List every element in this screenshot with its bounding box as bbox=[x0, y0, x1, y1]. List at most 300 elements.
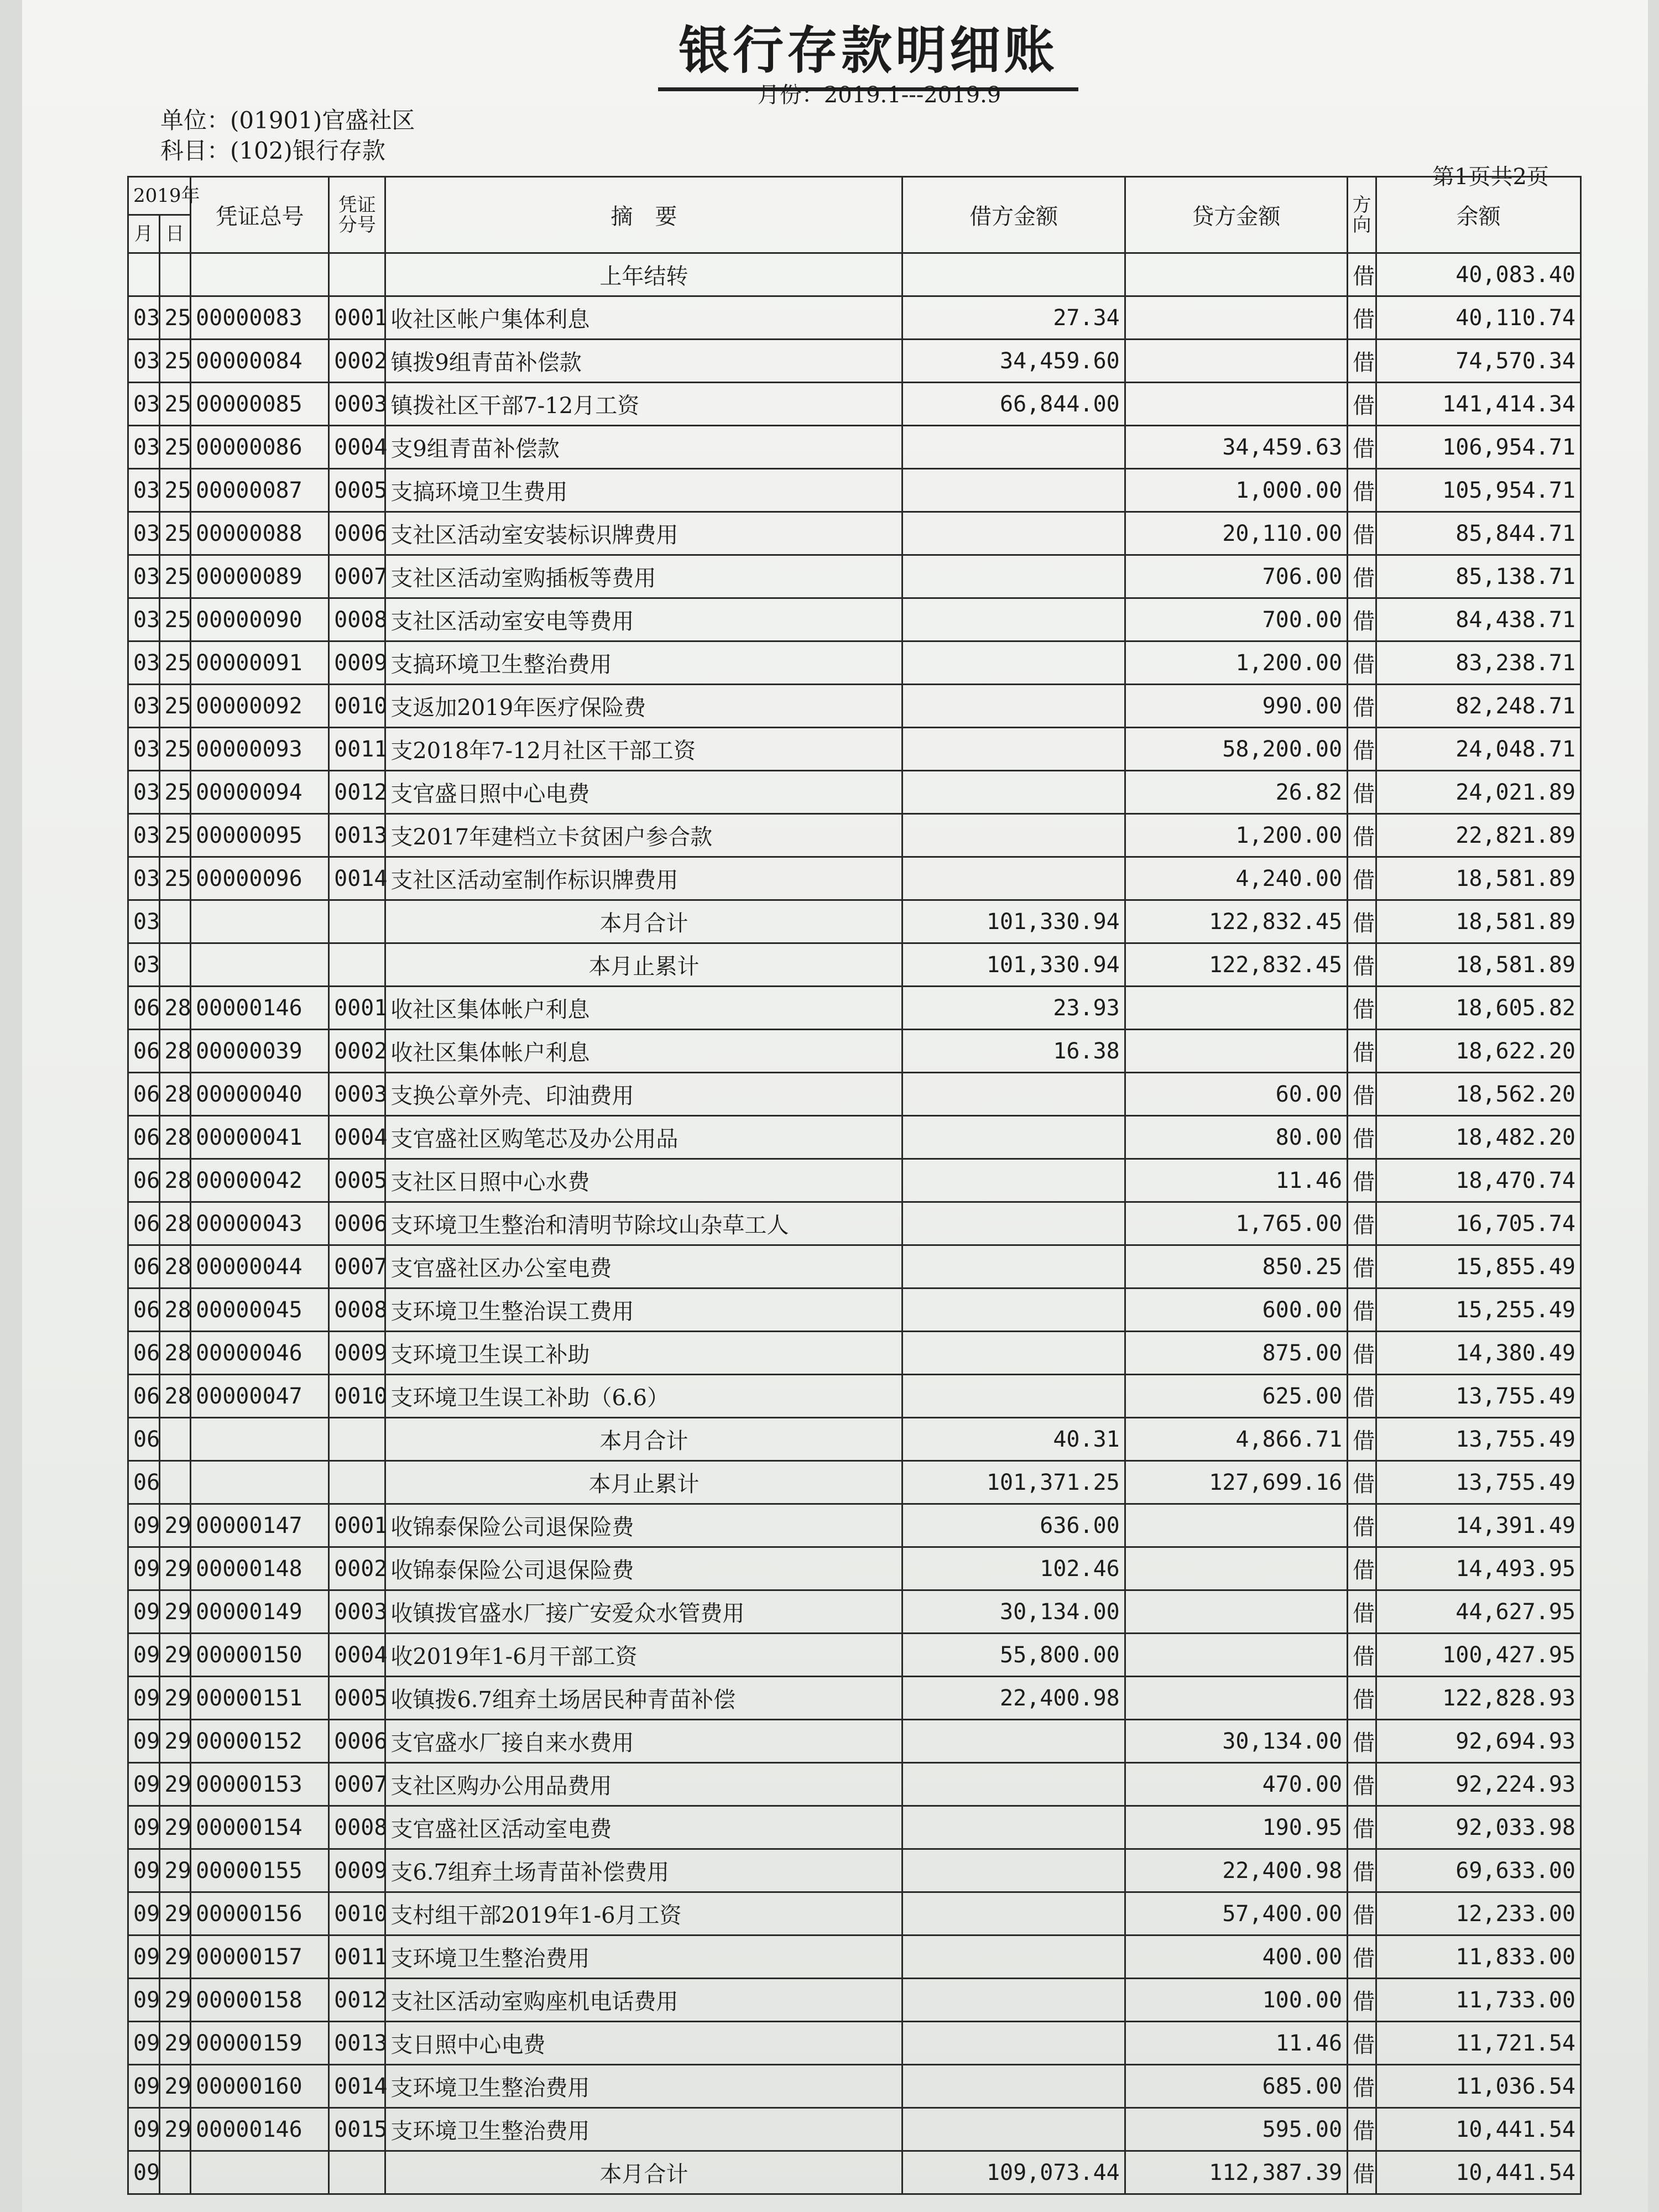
cell-debit bbox=[902, 814, 1125, 857]
cell-month: 09 bbox=[128, 1504, 160, 1547]
cell-month: 09 bbox=[128, 1936, 160, 1979]
cell-day: 28 bbox=[159, 1116, 191, 1159]
cell-balance: 40,110.74 bbox=[1376, 296, 1581, 340]
header-direction: 方向 bbox=[1348, 177, 1376, 253]
cell-day: 28 bbox=[159, 1159, 191, 1202]
cell-summary: 本月止累计 bbox=[385, 1461, 902, 1504]
cell-voucher-total: 00000086 bbox=[191, 426, 329, 469]
cell-voucher-sub bbox=[329, 943, 385, 987]
cell-voucher-total bbox=[191, 943, 329, 987]
cell-direction: 借 bbox=[1348, 641, 1376, 685]
cell-balance: 11,721.54 bbox=[1376, 2022, 1581, 2065]
cell-voucher-sub bbox=[329, 1418, 385, 1461]
cell-day: 28 bbox=[159, 1288, 191, 1332]
subject-label: 科目：(102)银行存款 bbox=[160, 137, 385, 164]
cell-debit bbox=[902, 2065, 1125, 2108]
cell-day: 29 bbox=[159, 1504, 191, 1547]
cell-debit bbox=[902, 1849, 1125, 1892]
cell-day: 25 bbox=[159, 469, 191, 512]
cell-voucher-sub: 0010 bbox=[329, 1892, 385, 1936]
cell-summary: 支环境卫生整治费用 bbox=[385, 2065, 902, 2108]
cell-balance: 69,633.00 bbox=[1376, 1849, 1581, 1892]
cell-day: 25 bbox=[159, 296, 191, 340]
table-row bbox=[128, 1763, 1581, 1806]
cell-voucher-sub: 0009 bbox=[329, 641, 385, 685]
header-voucher-sub: 凭证分号 bbox=[329, 177, 385, 253]
cell-voucher-sub: 0004 bbox=[329, 1634, 385, 1677]
cell-summary: 支搞环境卫生费用 bbox=[385, 469, 902, 512]
cell-voucher-total: 00000090 bbox=[191, 598, 329, 641]
cell-balance: 44,627.95 bbox=[1376, 1590, 1581, 1634]
cell-voucher-total: 00000092 bbox=[191, 685, 329, 728]
cell-direction: 借 bbox=[1348, 1332, 1376, 1375]
cell-voucher-total: 00000040 bbox=[191, 1073, 329, 1116]
cell-direction: 借 bbox=[1348, 1806, 1376, 1849]
cell-direction: 借 bbox=[1348, 383, 1376, 426]
cell-month: 09 bbox=[128, 2108, 160, 2151]
header-year: 2019年 bbox=[128, 177, 191, 215]
cell-direction: 借 bbox=[1348, 814, 1376, 857]
cell-voucher-total: 00000039 bbox=[191, 1030, 329, 1073]
cell-voucher-total bbox=[191, 253, 329, 296]
table-row bbox=[128, 2108, 1581, 2151]
cell-voucher-total: 00000160 bbox=[191, 2065, 329, 2108]
cell-debit bbox=[902, 857, 1125, 900]
cell-day: 29 bbox=[159, 1892, 191, 1936]
cell-debit: 40.31 bbox=[902, 1418, 1125, 1461]
cell-balance: 18,581.89 bbox=[1376, 943, 1581, 987]
cell-summary: 支社区活动室安装标识牌费用 bbox=[385, 512, 902, 555]
ledger-body bbox=[128, 253, 1581, 2194]
cell-balance: 24,048.71 bbox=[1376, 728, 1581, 771]
cell-voucher-total: 00000151 bbox=[191, 1677, 329, 1720]
cell-debit bbox=[902, 1288, 1125, 1332]
cell-day: 25 bbox=[159, 555, 191, 598]
table-row bbox=[128, 2151, 1581, 2194]
cell-summary: 支环境卫生整治费用 bbox=[385, 2108, 902, 2151]
cell-credit bbox=[1125, 383, 1347, 426]
cell-voucher-sub: 0013 bbox=[329, 2022, 385, 2065]
table-row bbox=[128, 340, 1581, 383]
cell-month: 03 bbox=[128, 555, 160, 598]
cell-month: 09 bbox=[128, 1892, 160, 1936]
cell-summary: 上年结转 bbox=[385, 253, 902, 296]
cell-credit: 80.00 bbox=[1125, 1116, 1347, 1159]
cell-debit: 102.46 bbox=[902, 1547, 1125, 1590]
cell-voucher-sub bbox=[329, 900, 385, 943]
cell-direction: 借 bbox=[1348, 1892, 1376, 1936]
cell-summary: 收2019年1-6月干部工资 bbox=[385, 1634, 902, 1677]
cell-month: 03 bbox=[128, 900, 160, 943]
cell-direction: 借 bbox=[1348, 296, 1376, 340]
table-row bbox=[128, 1245, 1581, 1288]
cell-voucher-total: 00000084 bbox=[191, 340, 329, 383]
cell-voucher-total: 00000089 bbox=[191, 555, 329, 598]
cell-day: 28 bbox=[159, 1375, 191, 1418]
cell-month: 09 bbox=[128, 1763, 160, 1806]
cell-day: 29 bbox=[159, 2108, 191, 2151]
cell-voucher-total: 00000042 bbox=[191, 1159, 329, 1202]
cell-credit: 1,000.00 bbox=[1125, 469, 1347, 512]
cell-balance: 22,821.89 bbox=[1376, 814, 1581, 857]
cell-credit: 58,200.00 bbox=[1125, 728, 1347, 771]
cell-credit: 700.00 bbox=[1125, 598, 1347, 641]
cell-voucher-sub: 0008 bbox=[329, 598, 385, 641]
cell-debit bbox=[902, 512, 1125, 555]
cell-credit: 22,400.98 bbox=[1125, 1849, 1347, 1892]
table-row bbox=[128, 1547, 1581, 1590]
cell-direction: 借 bbox=[1348, 987, 1376, 1030]
header-debit: 借方金额 bbox=[902, 177, 1125, 253]
cell-direction: 借 bbox=[1348, 340, 1376, 383]
cell-summary: 镇拨9组青苗补偿款 bbox=[385, 340, 902, 383]
cell-balance: 18,605.82 bbox=[1376, 987, 1581, 1030]
table-row bbox=[128, 1073, 1581, 1116]
header-balance: 余额 bbox=[1376, 177, 1581, 253]
table-row bbox=[128, 1590, 1581, 1634]
cell-voucher-total: 00000146 bbox=[191, 2108, 329, 2151]
cell-debit bbox=[902, 1892, 1125, 1936]
cell-credit: 4,240.00 bbox=[1125, 857, 1347, 900]
cell-credit: 1,200.00 bbox=[1125, 641, 1347, 685]
ledger-sheet bbox=[22, 0, 1648, 2212]
cell-month: 06 bbox=[128, 1245, 160, 1288]
cell-balance: 11,733.00 bbox=[1376, 1979, 1581, 2022]
cell-credit: 11.46 bbox=[1125, 1159, 1347, 1202]
cell-month: 09 bbox=[128, 2022, 160, 2065]
cell-balance: 92,224.93 bbox=[1376, 1763, 1581, 1806]
cell-day: 25 bbox=[159, 383, 191, 426]
cell-direction: 借 bbox=[1348, 555, 1376, 598]
cell-balance: 14,391.49 bbox=[1376, 1504, 1581, 1547]
cell-voucher-sub: 0005 bbox=[329, 469, 385, 512]
table-row bbox=[128, 1892, 1581, 1936]
cell-month: 06 bbox=[128, 1418, 160, 1461]
ledger-header bbox=[128, 177, 1581, 253]
cell-month: 06 bbox=[128, 1116, 160, 1159]
cell-summary: 支环境卫生误工补助（6.6） bbox=[385, 1375, 902, 1418]
cell-month: 03 bbox=[128, 426, 160, 469]
cell-summary: 收社区集体帐户利息 bbox=[385, 1030, 902, 1073]
cell-credit bbox=[1125, 340, 1347, 383]
cell-day: 25 bbox=[159, 426, 191, 469]
cell-voucher-total: 00000045 bbox=[191, 1288, 329, 1332]
cell-day bbox=[159, 1461, 191, 1504]
cell-credit bbox=[1125, 1504, 1347, 1547]
cell-month: 09 bbox=[128, 1849, 160, 1892]
cell-debit bbox=[902, 555, 1125, 598]
cell-direction: 借 bbox=[1348, 1936, 1376, 1979]
cell-direction: 借 bbox=[1348, 1720, 1376, 1763]
table-row bbox=[128, 512, 1581, 555]
cell-month: 03 bbox=[128, 512, 160, 555]
cell-debit bbox=[902, 598, 1125, 641]
cell-direction: 借 bbox=[1348, 728, 1376, 771]
cell-balance: 13,755.49 bbox=[1376, 1461, 1581, 1504]
cell-credit bbox=[1125, 1590, 1347, 1634]
cell-voucher-sub: 0014 bbox=[329, 2065, 385, 2108]
cell-month bbox=[128, 253, 160, 296]
cell-direction: 借 bbox=[1348, 1030, 1376, 1073]
cell-day: 25 bbox=[159, 814, 191, 857]
table-row bbox=[128, 555, 1581, 598]
cell-summary: 支日照中心电费 bbox=[385, 2022, 902, 2065]
cell-direction: 借 bbox=[1348, 943, 1376, 987]
cell-direction: 借 bbox=[1348, 1245, 1376, 1288]
table-row bbox=[128, 1806, 1581, 1849]
table-row bbox=[128, 1720, 1581, 1763]
cell-direction: 借 bbox=[1348, 1073, 1376, 1116]
cell-summary: 支社区日照中心水费 bbox=[385, 1159, 902, 1202]
cell-voucher-total: 00000150 bbox=[191, 1634, 329, 1677]
cell-voucher-total: 00000095 bbox=[191, 814, 329, 857]
cell-credit: 127,699.16 bbox=[1125, 1461, 1347, 1504]
cell-debit bbox=[902, 1332, 1125, 1375]
cell-voucher-sub bbox=[329, 2151, 385, 2194]
cell-month: 03 bbox=[128, 340, 160, 383]
cell-month: 06 bbox=[128, 987, 160, 1030]
cell-balance: 18,622.20 bbox=[1376, 1030, 1581, 1073]
cell-balance: 13,755.49 bbox=[1376, 1418, 1581, 1461]
cell-credit: 11.46 bbox=[1125, 2022, 1347, 2065]
cell-summary: 收锦泰保险公司退保险费 bbox=[385, 1504, 902, 1547]
cell-credit: 112,387.39 bbox=[1125, 2151, 1347, 2194]
cell-voucher-sub: 0004 bbox=[329, 1116, 385, 1159]
cell-day: 28 bbox=[159, 1202, 191, 1245]
cell-credit: 685.00 bbox=[1125, 2065, 1347, 2108]
cell-voucher-sub: 0005 bbox=[329, 1677, 385, 1720]
cell-voucher-sub: 0007 bbox=[329, 1245, 385, 1288]
cell-voucher-sub: 0003 bbox=[329, 1073, 385, 1116]
cell-debit bbox=[902, 1720, 1125, 1763]
cell-day: 25 bbox=[159, 512, 191, 555]
cell-direction: 借 bbox=[1348, 1461, 1376, 1504]
cell-credit bbox=[1125, 1677, 1347, 1720]
cell-summary: 支换公章外壳、印油费用 bbox=[385, 1073, 902, 1116]
page-info: 第1页共2页 bbox=[1432, 164, 1549, 190]
cell-day: 25 bbox=[159, 598, 191, 641]
cell-voucher-sub: 0010 bbox=[329, 685, 385, 728]
cell-summary: 收社区集体帐户利息 bbox=[385, 987, 902, 1030]
cell-summary: 支2018年7-12月社区干部工资 bbox=[385, 728, 902, 771]
cell-voucher-sub: 0006 bbox=[329, 1720, 385, 1763]
cell-summary: 本月合计 bbox=[385, 2151, 902, 2194]
cell-day: 28 bbox=[159, 1332, 191, 1375]
cell-month: 09 bbox=[128, 1547, 160, 1590]
cell-credit: 4,866.71 bbox=[1125, 1418, 1347, 1461]
cell-credit bbox=[1125, 987, 1347, 1030]
cell-balance: 14,380.49 bbox=[1376, 1332, 1581, 1375]
cell-day bbox=[159, 900, 191, 943]
cell-balance: 18,581.89 bbox=[1376, 900, 1581, 943]
cell-credit: 706.00 bbox=[1125, 555, 1347, 598]
cell-balance: 11,833.00 bbox=[1376, 1936, 1581, 1979]
cell-balance: 105,954.71 bbox=[1376, 469, 1581, 512]
cell-summary: 支社区购办公用品费用 bbox=[385, 1763, 902, 1806]
cell-summary: 支官盛日照中心电费 bbox=[385, 771, 902, 814]
cell-voucher-sub: 0006 bbox=[329, 512, 385, 555]
cell-direction: 借 bbox=[1348, 469, 1376, 512]
cell-debit bbox=[902, 1936, 1125, 1979]
cell-day bbox=[159, 1418, 191, 1461]
cell-balance: 18,470.74 bbox=[1376, 1159, 1581, 1202]
cell-voucher-total bbox=[191, 1461, 329, 1504]
cell-day bbox=[159, 253, 191, 296]
table-row bbox=[128, 943, 1581, 987]
cell-voucher-total: 00000093 bbox=[191, 728, 329, 771]
document-title: 银行存款明细账 bbox=[658, 10, 1078, 91]
table-row bbox=[128, 296, 1581, 340]
cell-day: 29 bbox=[159, 1806, 191, 1849]
cell-day: 29 bbox=[159, 2065, 191, 2108]
cell-direction: 借 bbox=[1348, 1202, 1376, 1245]
cell-voucher-sub: 0006 bbox=[329, 1202, 385, 1245]
cell-voucher-sub: 0005 bbox=[329, 1159, 385, 1202]
cell-debit bbox=[902, 469, 1125, 512]
table-row bbox=[128, 1288, 1581, 1332]
cell-credit: 34,459.63 bbox=[1125, 426, 1347, 469]
cell-balance: 11,036.54 bbox=[1376, 2065, 1581, 2108]
cell-voucher-sub: 0012 bbox=[329, 1979, 385, 2022]
cell-credit bbox=[1125, 296, 1347, 340]
cell-credit: 600.00 bbox=[1125, 1288, 1347, 1332]
cell-debit bbox=[902, 1116, 1125, 1159]
cell-month: 03 bbox=[128, 383, 160, 426]
cell-debit bbox=[902, 1806, 1125, 1849]
cell-debit: 66,844.00 bbox=[902, 383, 1125, 426]
cell-debit bbox=[902, 1375, 1125, 1418]
unit-label: 单位：(01901)官盛社区 bbox=[160, 107, 415, 134]
table-row bbox=[128, 771, 1581, 814]
cell-debit bbox=[902, 771, 1125, 814]
cell-day: 29 bbox=[159, 1720, 191, 1763]
cell-debit: 30,134.00 bbox=[902, 1590, 1125, 1634]
table-row bbox=[128, 1634, 1581, 1677]
cell-summary: 支环境卫生整治和清明节除坟山杂草工人 bbox=[385, 1202, 902, 1245]
cell-month: 09 bbox=[128, 1634, 160, 1677]
cell-debit: 101,330.94 bbox=[902, 943, 1125, 987]
table-row bbox=[128, 1418, 1581, 1461]
cell-direction: 借 bbox=[1348, 1849, 1376, 1892]
cell-credit: 470.00 bbox=[1125, 1763, 1347, 1806]
cell-voucher-total: 00000041 bbox=[191, 1116, 329, 1159]
cell-voucher-total: 00000157 bbox=[191, 1936, 329, 1979]
cell-summary: 支环境卫生整治费用 bbox=[385, 1936, 902, 1979]
cell-debit: 34,459.60 bbox=[902, 340, 1125, 383]
cell-day: 29 bbox=[159, 1936, 191, 1979]
cell-voucher-sub: 0015 bbox=[329, 2108, 385, 2151]
cell-voucher-total: 00000083 bbox=[191, 296, 329, 340]
table-row bbox=[128, 1030, 1581, 1073]
header-summary: 摘 要 bbox=[385, 177, 902, 253]
cell-summary: 支9组青苗补偿款 bbox=[385, 426, 902, 469]
cell-voucher-sub: 0002 bbox=[329, 1030, 385, 1073]
cell-voucher-total: 00000091 bbox=[191, 641, 329, 685]
cell-balance: 83,238.71 bbox=[1376, 641, 1581, 685]
cell-voucher-sub bbox=[329, 253, 385, 296]
cell-credit bbox=[1125, 253, 1347, 296]
cell-month: 06 bbox=[128, 1461, 160, 1504]
cell-direction: 借 bbox=[1348, 1547, 1376, 1590]
cell-day: 29 bbox=[159, 1677, 191, 1720]
cell-debit bbox=[902, 1245, 1125, 1288]
cell-month: 09 bbox=[128, 2065, 160, 2108]
cell-month: 03 bbox=[128, 685, 160, 728]
table-row bbox=[128, 900, 1581, 943]
cell-day: 29 bbox=[159, 1547, 191, 1590]
table-row bbox=[128, 987, 1581, 1030]
table-row bbox=[128, 1332, 1581, 1375]
cell-balance: 13,755.49 bbox=[1376, 1375, 1581, 1418]
cell-balance: 24,021.89 bbox=[1376, 771, 1581, 814]
cell-debit bbox=[902, 1159, 1125, 1202]
cell-debit: 22,400.98 bbox=[902, 1677, 1125, 1720]
cell-summary: 支官盛水厂接自来水费用 bbox=[385, 1720, 902, 1763]
cell-direction: 借 bbox=[1348, 2108, 1376, 2151]
table-row bbox=[128, 728, 1581, 771]
cell-direction: 借 bbox=[1348, 1590, 1376, 1634]
cell-credit: 190.95 bbox=[1125, 1806, 1347, 1849]
cell-summary: 本月合计 bbox=[385, 900, 902, 943]
table-row bbox=[128, 814, 1581, 857]
cell-month: 09 bbox=[128, 2151, 160, 2194]
cell-summary: 支社区活动室购插板等费用 bbox=[385, 555, 902, 598]
cell-voucher-total: 00000159 bbox=[191, 2022, 329, 2065]
cell-credit: 122,832.45 bbox=[1125, 900, 1347, 943]
cell-voucher-total: 00000046 bbox=[191, 1332, 329, 1375]
cell-direction: 借 bbox=[1348, 1375, 1376, 1418]
cell-balance: 92,694.93 bbox=[1376, 1720, 1581, 1763]
ledger-table bbox=[127, 176, 1582, 2195]
cell-balance: 15,255.49 bbox=[1376, 1288, 1581, 1332]
table-row bbox=[128, 1375, 1581, 1418]
cell-credit: 625.00 bbox=[1125, 1375, 1347, 1418]
cell-credit bbox=[1125, 1547, 1347, 1590]
table-row bbox=[128, 641, 1581, 685]
cell-debit bbox=[902, 685, 1125, 728]
cell-credit: 60.00 bbox=[1125, 1073, 1347, 1116]
cell-summary: 本月止累计 bbox=[385, 943, 902, 987]
cell-credit: 1,765.00 bbox=[1125, 1202, 1347, 1245]
cell-debit bbox=[902, 641, 1125, 685]
cell-debit bbox=[902, 2108, 1125, 2151]
cell-balance: 18,482.20 bbox=[1376, 1116, 1581, 1159]
cell-voucher-total bbox=[191, 2151, 329, 2194]
cell-balance: 84,438.71 bbox=[1376, 598, 1581, 641]
cell-voucher-sub: 0002 bbox=[329, 340, 385, 383]
cell-summary: 镇拨社区干部7-12月工资 bbox=[385, 383, 902, 426]
cell-balance: 18,581.89 bbox=[1376, 857, 1581, 900]
cell-debit: 23.93 bbox=[902, 987, 1125, 1030]
cell-voucher-total: 00000047 bbox=[191, 1375, 329, 1418]
cell-voucher-sub: 0009 bbox=[329, 1849, 385, 1892]
cell-summary: 支搞环境卫生整治费用 bbox=[385, 641, 902, 685]
cell-day: 28 bbox=[159, 1245, 191, 1288]
cell-voucher-total: 00000088 bbox=[191, 512, 329, 555]
cell-day: 29 bbox=[159, 1634, 191, 1677]
table-row bbox=[128, 1677, 1581, 1720]
cell-direction: 借 bbox=[1348, 1677, 1376, 1720]
cell-voucher-total: 00000044 bbox=[191, 1245, 329, 1288]
cell-voucher-sub: 0013 bbox=[329, 814, 385, 857]
cell-direction: 借 bbox=[1348, 1634, 1376, 1677]
cell-voucher-sub: 0004 bbox=[329, 426, 385, 469]
cell-day bbox=[159, 2151, 191, 2194]
cell-credit: 400.00 bbox=[1125, 1936, 1347, 1979]
cell-balance: 10,441.54 bbox=[1376, 2108, 1581, 2151]
cell-credit: 20,110.00 bbox=[1125, 512, 1347, 555]
cell-day: 25 bbox=[159, 340, 191, 383]
